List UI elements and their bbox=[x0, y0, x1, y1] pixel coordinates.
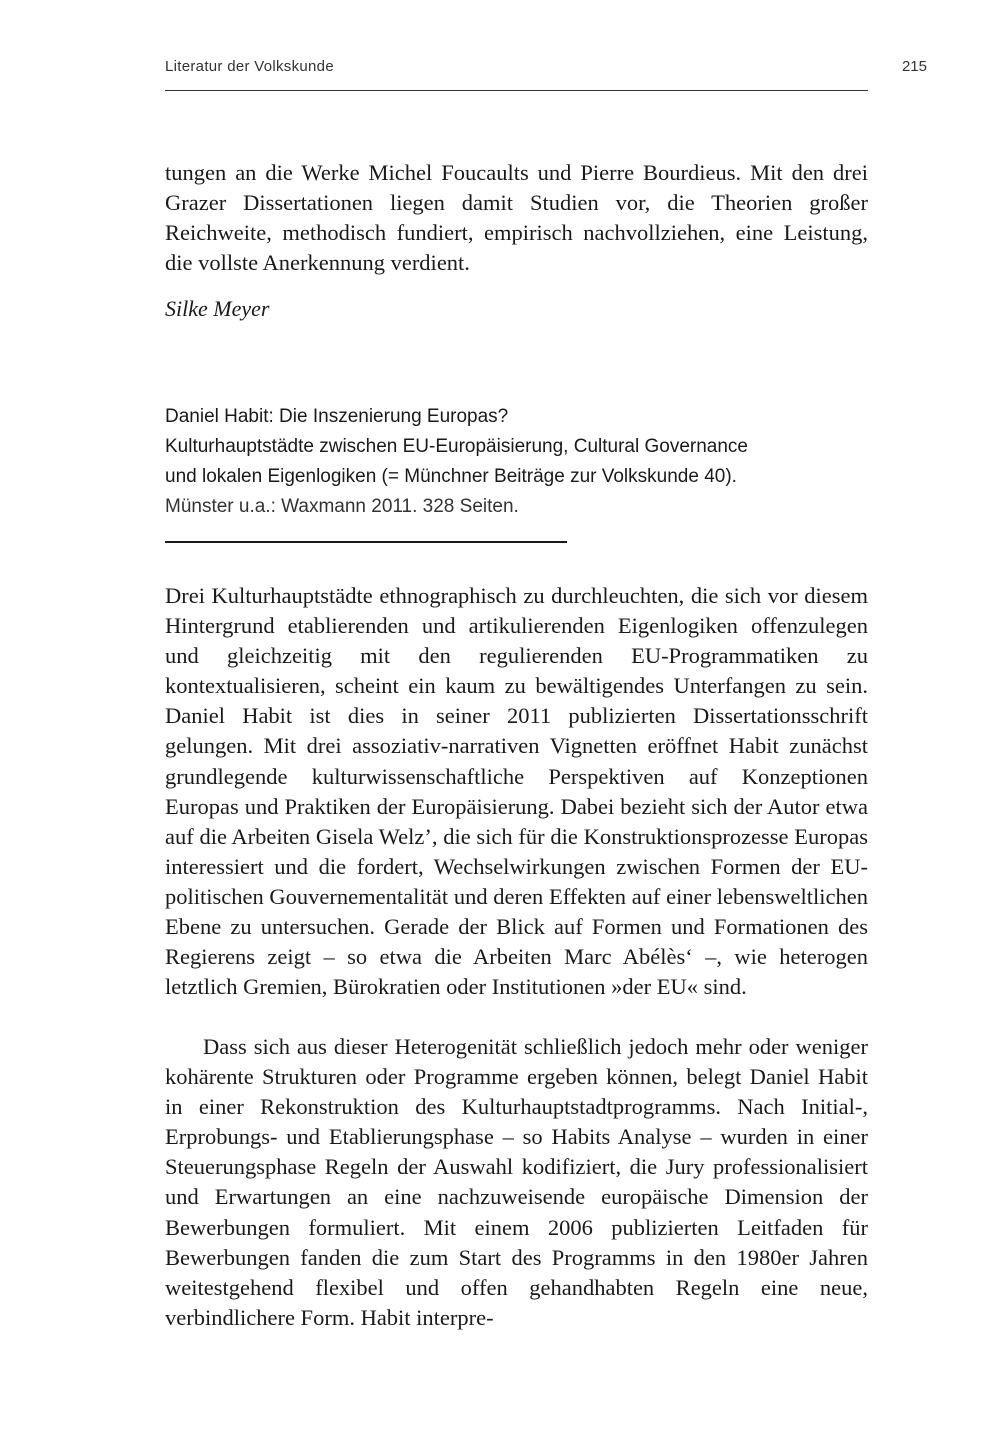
review-publication-info: Münster u.a.: Waxmann 2011. 328 Seiten. bbox=[165, 496, 519, 517]
review-paragraph-1: Drei Kulturhauptstädte ethnographisch zu durchleuchten, die sich vor diesem Hintergrund etablierenden und artikulierenden Eigenlogiken offenzulegen und gleichzeitig mit den regulierenden EU-Programmatiken zu kontextualisieren, scheint ein kaum zu bewältigendes Unterfangen zu sein. Daniel Habit ist dies in seiner 2011 publizierten Dissertationsschrift gelungen. Mit drei assoziativ-narrativen Vignetten eröffnet Habit zunächst grundlegende kulturwissenschaftliche Perspektiven auf Konzeptionen Europas und Praktiken der Europäisierung. Dabei bezieht sich der Autor etwa auf die Arbeiten Gisela Welz’, die sich für die Konstruktionsprozesse Europas interessiert und die fordert, Wechselwirkungen zwischen Formen der EU-politischen Gouvernementalität und deren Effekten auf einer lebensweltlichen Ebene zu untersuchen. Gerade der Blick auf Formen und Formationen des Regierens zeigt – so etwa die Arbeiten Marc Abélès‘ –, wie heterogen letztlich Gremien, Bürokratien oder Institutionen »der EU« sind. bbox=[165, 583, 868, 1000]
page-number: 215 bbox=[901, 58, 927, 75]
review-title-line-1: Daniel Habit: Die Inszenierung Europas? bbox=[165, 406, 509, 427]
review-title-line-3: und lokalen Eigenlogiken (= Münchner Beiträge zur Volkskunde 40). bbox=[165, 466, 737, 487]
running-header-title: Literatur der Volkskunde bbox=[165, 58, 334, 75]
running-header bbox=[165, 58, 927, 78]
review-bibliographic-heading bbox=[165, 402, 885, 522]
review-heading-divider bbox=[165, 541, 567, 543]
header-divider bbox=[165, 90, 868, 91]
review-paragraph-2: Dass sich aus dieser Heterogenität schließlich jedoch mehr oder weniger kohärente Strukturen oder Programme ergeben können, belegt Daniel Habit in einer Rekonstruktion des Kulturhauptstadtprogramms. Nach Initial-, Erprobungs- und Etablierungsphase – so Habits Analyse – wurden in einer Steuerungsphase Regeln der Auswahl kodifiziert, die Jury professionalisiert und Erwartungen an eine nachzuweisende europäische Dimension der Bewerbungen formuliert. Mit einem 2006 publizierten Leitfaden für Bewerbungen fanden die zum Start des Programms in den 1980er Jahren weitestgehend flexibel und offen gehandhabten Regeln eine neue, verbindlichere Form. Habit interpre- bbox=[165, 1034, 868, 1330]
previous-review-closing-paragraph: tungen an die Werke Michel Foucaults und Pierre Bourdieus. Mit den drei Grazer Dissertationen liegen damit Studien vor, die Theorien großer Reichweite, methodisch fundiert, empirisch nachvollziehen, eine Leistung, die vollste Anerkennung verdient. bbox=[165, 160, 868, 276]
previous-review-author: Silke Meyer bbox=[165, 296, 270, 321]
review-title-line-2: Kulturhauptstädte zwischen EU-Europäisierung, Cultural Governance bbox=[165, 436, 748, 457]
